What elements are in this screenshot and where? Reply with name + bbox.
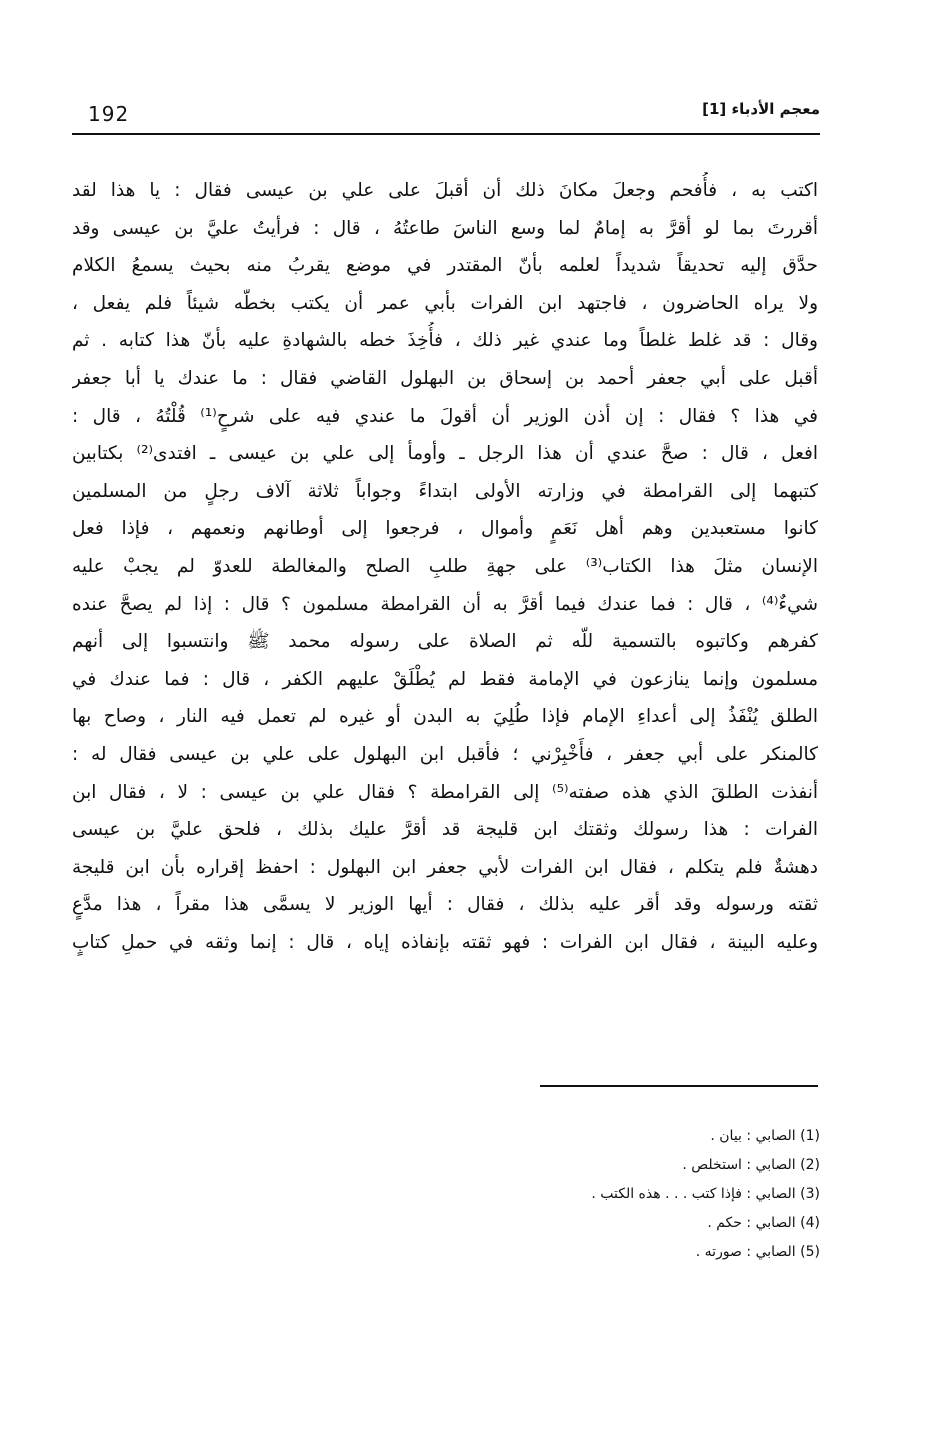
footnote-1: (1) الصابي : بيان . bbox=[710, 1128, 820, 1144]
page-header bbox=[70, 98, 820, 132]
footnote-2: (2) الصابي : استخلص . bbox=[682, 1157, 820, 1173]
text-line: كتبهما إلى القرامطة في وزارته الأولى ابتداءً وجواباً ثلاثة آلاف رجلٍ من المسلمين bbox=[72, 480, 818, 502]
text-line: كالمنكر على أبي جعفر ، فأَخْبِرْني ؛ فأقبل ابن البهلول على علي بن عيسى فقال له : bbox=[72, 743, 818, 765]
text-line: ولا يراه الحاضرون ، فاجتهد ابن الفرات بأبي عمر أن يكتب بخطّه شيئاً فلم يفعل ، bbox=[72, 292, 818, 314]
footnote-separator bbox=[540, 1085, 818, 1087]
text-line: أنفذت الطلقَ الذي هذه صفته⁽⁵⁾ إلى القرامطة ؟ فقال علي بن عيسى : لا ، فقال ابن bbox=[72, 781, 818, 803]
text-line: الإنسان مثلَ هذا الكتاب⁽³⁾ على جهةِ طلبِ الصلح والمغالطة للعدوّ لم يجبْ عليه bbox=[72, 555, 818, 577]
text-line: كانوا مستعبدين وهم أهل نَعَمٍ وأموال ، فرجعوا إلى أوطانهم ونعمهم ، فإذا فعل bbox=[72, 518, 818, 540]
page-number: 192 bbox=[88, 102, 130, 126]
text-line: وعليه البينة ، فقال ابن الفرات : فهو ثقته بإنفاذه إياه ، قال : إنما وثقه في حملِ كتابٍ bbox=[72, 931, 818, 953]
text-line: الطلق يُنْفَذُ إلى أعداءِ الإمام فإذا طُلِيَ به البدن أو غيره لم تعمل فيه النار ، وصاح بها bbox=[72, 706, 818, 728]
text-line: دهشةٌ فلم يتكلم ، فقال ابن الفرات لأبي جعفر ابن البهلول : احفظ إقراره بأن ابن قليجة bbox=[72, 856, 818, 878]
text-line: شيءٌ⁽⁴⁾ ، قال : فما عندك فيما أقرَّ به أن القرامطة مسلمون ؟ قال : إذا لم يصحَّ عنده bbox=[72, 593, 818, 615]
text-line: الفرات : هذا رسولك وثقتك ابن قليجة قد أقرَّ عليك بذلك ، فلحق عليَّ بن عيسى bbox=[72, 819, 818, 841]
text-line: حدَّق إليه تحديقاً شديداً لعلمه بأنّ المقتدر في موضع يقربُ منه بحيث يسمعُ الكلام bbox=[72, 255, 818, 277]
text-line: ثقته ورسوله وقد أقر عليه بذلك ، فقال : أيها الوزير لا يسمَّى هذا مقراً ، هذا مدَّعٍ bbox=[72, 894, 818, 916]
main-text bbox=[72, 172, 818, 961]
text-line: كفرهم وكاتبوه بالتسمية للّه ثم الصلاة على رسوله محمد ﷺ وانتسبوا إلى أنهم bbox=[72, 631, 818, 653]
text-line: افعل ، قال : صحَّ عندي أن هذا الرجل ـ وأومأ إلى علي بن عيسى ـ افتدى⁽²⁾ بكتابين bbox=[72, 443, 818, 465]
text-line: في هذا ؟ فقال : إن أذن الوزير أن أقولَ ما عندي فيه على شرحٍ⁽¹⁾ قُلْتُهُ ، قال : bbox=[72, 405, 818, 427]
footnotes bbox=[400, 1122, 820, 1267]
text-line: أقبل على أبي جعفر أحمد بن إسحاق بن البهلول القاضي فقال : ما عندك يا أبا جعفر bbox=[72, 367, 818, 389]
text-line: وقال : قد غلط غلطاً وما عندي غير ذلك ، فأُخِذَ خطه بالشهادةِ عليه بأنّ هذا كتابه . ثم bbox=[72, 330, 818, 352]
text-line: اكتب به ، فأُفحم وجعلَ مكانَ ذلك أن أقبلَ على علي بن عيسى فقال : يا هذا لقد bbox=[72, 180, 818, 201]
text-line: مسلمون وإنما ينازعون في الإمامة فقط لم يُطْلَقْ عليهم الكفر ، قال : فما عندك في bbox=[72, 668, 818, 690]
footnote-3: (3) الصابي : فإذا كتب . . . هذه الكتب . bbox=[591, 1186, 820, 1202]
footnote-4: (4) الصابي : حكم . bbox=[707, 1215, 820, 1231]
header-rule bbox=[72, 133, 820, 135]
footnote-5: (5) الصابي : صورته . bbox=[695, 1244, 820, 1260]
text-line: أقررتَ بما لو أقرَّ به إمامٌ لما وسع الناسَ طاعتُهُ ، قال : فرأيتُ عليَّ بن عيسى وقد bbox=[72, 217, 818, 239]
running-title: معجم الأدباء [1] bbox=[702, 100, 820, 118]
